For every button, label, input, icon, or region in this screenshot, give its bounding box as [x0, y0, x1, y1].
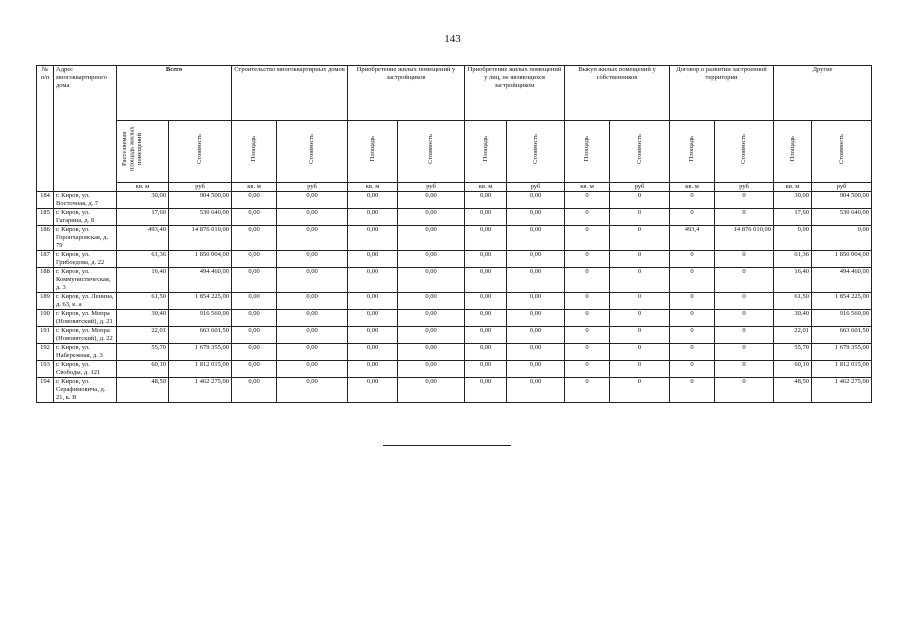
- table-row: [37, 327, 872, 344]
- unit-cell: руб: [169, 183, 232, 192]
- value-cell: 0,00: [507, 192, 565, 209]
- value-cell: 493,40: [117, 226, 169, 251]
- value-cell: 1 850 004,00: [169, 251, 232, 268]
- value-cell: 0,00: [812, 226, 872, 251]
- sub-header-cell: [507, 121, 565, 183]
- unit-cell: руб: [715, 183, 774, 192]
- value-cell: 0,00: [398, 226, 465, 251]
- unit-cell: кв. м: [670, 183, 715, 192]
- row-number: 189: [37, 293, 54, 310]
- value-cell: 16,40: [774, 268, 812, 293]
- value-cell: 0,00: [277, 344, 348, 361]
- row-address: г. Киров, ул. Набережная, д. 3: [54, 344, 117, 361]
- value-cell: 0,00: [348, 251, 398, 268]
- group-header-buyout-owners: Выкуп жилых помещений у собственников: [565, 66, 670, 121]
- value-cell: 530 640,00: [812, 209, 872, 226]
- table-body: [37, 192, 872, 403]
- value-cell: 61,50: [774, 293, 812, 310]
- sub-header-label: Площадь: [688, 136, 696, 162]
- value-cell: 0,00: [348, 209, 398, 226]
- num-column-header: № п/п: [37, 66, 54, 192]
- value-cell: 0,00: [277, 192, 348, 209]
- value-cell: 0,00: [348, 192, 398, 209]
- group-header-construction: Строительство многоквартирных домов: [232, 66, 348, 121]
- row-number: 186: [37, 226, 54, 251]
- sub-header-cell: [812, 121, 872, 183]
- value-cell: 0,00: [398, 378, 465, 403]
- value-cell: 0: [565, 361, 610, 378]
- sub-header-cell: [715, 121, 774, 183]
- sub-header-cell: [232, 121, 277, 183]
- value-cell: 0: [565, 378, 610, 403]
- table-row: [37, 310, 872, 327]
- row-number: 187: [37, 251, 54, 268]
- value-cell: 55,70: [117, 344, 169, 361]
- value-cell: 0,00: [507, 378, 565, 403]
- value-cell: 30,40: [117, 310, 169, 327]
- table-row: [37, 293, 872, 310]
- value-cell: 1 679 355,00: [169, 344, 232, 361]
- value-cell: 0,00: [507, 327, 565, 344]
- value-cell: 1 854 225,00: [169, 293, 232, 310]
- resettlement-table: [36, 65, 872, 403]
- value-cell: 48,50: [117, 378, 169, 403]
- row-number: 191: [37, 327, 54, 344]
- group-header-other: Другие: [774, 66, 872, 121]
- value-cell: 1 812 015,00: [812, 361, 872, 378]
- sub-header-label: Площадь: [481, 136, 489, 162]
- sub-header-label: Расселяемая площадь жилых помещений: [120, 126, 143, 172]
- value-cell: 0,00: [465, 378, 507, 403]
- value-cell: 22,01: [774, 327, 812, 344]
- value-cell: 0: [610, 268, 670, 293]
- value-cell: 30,40: [774, 310, 812, 327]
- value-cell: 663 601,50: [812, 327, 872, 344]
- sub-header-label: Стоимость: [635, 134, 643, 164]
- row-address: г. Киров, ул. Гагарина, д. 8: [54, 209, 117, 226]
- value-cell: 0,00: [774, 226, 812, 251]
- sub-header-cell: [670, 121, 715, 183]
- value-cell: 904 500,00: [169, 192, 232, 209]
- value-cell: 0: [610, 209, 670, 226]
- value-cell: 0,00: [277, 209, 348, 226]
- sub-header-label: Стоимость: [427, 134, 435, 164]
- value-cell: 0,00: [398, 327, 465, 344]
- value-cell: 0: [670, 361, 715, 378]
- value-cell: 0,00: [348, 378, 398, 403]
- value-cell: 61,50: [117, 293, 169, 310]
- row-address: г. Киров, ул. Ленина, д. 63, к. а: [54, 293, 117, 310]
- value-cell: 0,00: [277, 378, 348, 403]
- value-cell: 48,50: [774, 378, 812, 403]
- unit-cell: кв. м: [232, 183, 277, 192]
- value-cell: 0: [715, 378, 774, 403]
- units-row: [37, 183, 872, 192]
- table-row: [37, 361, 872, 378]
- value-cell: 0,00: [232, 251, 277, 268]
- value-cell: 0,00: [348, 327, 398, 344]
- value-cell: 30,00: [774, 192, 812, 209]
- value-cell: 0,00: [232, 327, 277, 344]
- value-cell: 0: [565, 192, 610, 209]
- value-cell: 17,60: [117, 209, 169, 226]
- value-cell: 0,00: [465, 310, 507, 327]
- value-cell: 55,70: [774, 344, 812, 361]
- value-cell: 0,00: [465, 226, 507, 251]
- value-cell: 0: [610, 344, 670, 361]
- page-number: 143: [444, 33, 461, 45]
- unit-cell: кв. м: [348, 183, 398, 192]
- value-cell: 916 560,00: [812, 310, 872, 327]
- value-cell: 0,00: [232, 268, 277, 293]
- unit-cell: кв. м: [774, 183, 812, 192]
- table-row: [37, 192, 872, 209]
- value-cell: 0,00: [398, 344, 465, 361]
- value-cell: 0,00: [398, 310, 465, 327]
- unit-cell: руб: [507, 183, 565, 192]
- value-cell: 0: [610, 251, 670, 268]
- value-cell: 0: [565, 268, 610, 293]
- sub-header-label: Площадь: [788, 136, 796, 162]
- value-cell: 0,00: [465, 327, 507, 344]
- value-cell: 0,00: [232, 378, 277, 403]
- value-cell: 904 500,00: [812, 192, 872, 209]
- value-cell: 0: [670, 209, 715, 226]
- table-row: [37, 378, 872, 403]
- sub-header-cell: [398, 121, 465, 183]
- row-number: 188: [37, 268, 54, 293]
- row-address: г. Киров, ул. Восточная, д. 7: [54, 192, 117, 209]
- value-cell: 0: [565, 251, 610, 268]
- value-cell: 0,00: [465, 344, 507, 361]
- value-cell: 17,60: [774, 209, 812, 226]
- unit-cell: руб: [398, 183, 465, 192]
- value-cell: 0,00: [277, 310, 348, 327]
- value-cell: 0: [610, 293, 670, 310]
- sub-header-cell: [565, 121, 610, 183]
- value-cell: 0: [670, 378, 715, 403]
- row-address: г. Киров, ул. Серафимовича, д. 21, к. В: [54, 378, 117, 403]
- row-address: г. Киров, ул. Горончаровская, д. 79: [54, 226, 117, 251]
- value-cell: 0: [610, 192, 670, 209]
- value-cell: 0: [610, 378, 670, 403]
- value-cell: 0,00: [507, 361, 565, 378]
- value-cell: 0: [670, 310, 715, 327]
- value-cell: 530 640,00: [169, 209, 232, 226]
- value-cell: 0,00: [348, 310, 398, 327]
- value-cell: 0,00: [348, 344, 398, 361]
- sub-header-cell: [277, 121, 348, 183]
- value-cell: 0,00: [507, 209, 565, 226]
- value-cell: 0,00: [232, 293, 277, 310]
- value-cell: 0: [565, 293, 610, 310]
- row-number: 185: [37, 209, 54, 226]
- row-address: г. Киров, ул. Грибоедова, д. 22: [54, 251, 117, 268]
- sub-header-label: Площадь: [368, 136, 376, 162]
- table-row: [37, 344, 872, 361]
- value-cell: 61,36: [774, 251, 812, 268]
- value-cell: 0,00: [507, 310, 565, 327]
- value-cell: 0,00: [348, 268, 398, 293]
- value-cell: 0: [715, 251, 774, 268]
- value-cell: 0,00: [277, 226, 348, 251]
- value-cell: 0,00: [232, 226, 277, 251]
- value-cell: 0: [610, 226, 670, 251]
- unit-cell: кв. м: [565, 183, 610, 192]
- row-number: 190: [37, 310, 54, 327]
- row-number: 193: [37, 361, 54, 378]
- table-row: [37, 251, 872, 268]
- value-cell: 0,00: [465, 251, 507, 268]
- value-cell: 493,4: [670, 226, 715, 251]
- value-cell: 60,10: [117, 361, 169, 378]
- value-cell: 0,00: [398, 361, 465, 378]
- sub-header-cell: [465, 121, 507, 183]
- value-cell: 0,00: [465, 293, 507, 310]
- value-cell: 0,00: [398, 251, 465, 268]
- value-cell: 0: [715, 361, 774, 378]
- sub-header-label: Стоимость: [531, 134, 539, 164]
- value-cell: 0,00: [232, 361, 277, 378]
- sub-header-cell: [774, 121, 812, 183]
- value-cell: 16,40: [117, 268, 169, 293]
- value-cell: 0: [670, 344, 715, 361]
- value-cell: 0: [670, 268, 715, 293]
- value-cell: 0,00: [232, 344, 277, 361]
- value-cell: 0: [565, 310, 610, 327]
- sub-header-label: Стоимость: [740, 134, 748, 164]
- value-cell: 0: [610, 361, 670, 378]
- group-header-row: [37, 66, 872, 121]
- address-column-header: Адрес многоквартирного дома: [54, 66, 117, 192]
- value-cell: 1 462 275,00: [169, 378, 232, 403]
- value-cell: 0,00: [465, 361, 507, 378]
- group-header-purchase-developers: Приобретение жилых помещений у застройщиков: [348, 66, 465, 121]
- value-cell: 0: [715, 327, 774, 344]
- value-cell: 0: [715, 268, 774, 293]
- sub-header-cell: [117, 121, 169, 183]
- value-cell: 0: [610, 327, 670, 344]
- value-cell: 0: [715, 209, 774, 226]
- sub-header-row: [37, 121, 872, 183]
- value-cell: 1 679 355,00: [812, 344, 872, 361]
- value-cell: 0: [670, 327, 715, 344]
- row-address: г. Киров, ул. Коммунистическая, д. 3: [54, 268, 117, 293]
- value-cell: 0: [670, 251, 715, 268]
- value-cell: 494 460,00: [169, 268, 232, 293]
- value-cell: 0,00: [465, 209, 507, 226]
- value-cell: 1 462 275,00: [812, 378, 872, 403]
- value-cell: 0,00: [277, 251, 348, 268]
- row-address: г. Киров, ул. Мопра (Нововятский), д. 22: [54, 327, 117, 344]
- value-cell: 0: [715, 192, 774, 209]
- value-cell: 0,00: [507, 293, 565, 310]
- unit-cell: кв. м: [117, 183, 169, 192]
- value-cell: 0,00: [277, 361, 348, 378]
- value-cell: 0,00: [277, 293, 348, 310]
- value-cell: 0: [670, 192, 715, 209]
- value-cell: 0,00: [398, 209, 465, 226]
- value-cell: 0,00: [232, 192, 277, 209]
- value-cell: 0: [565, 209, 610, 226]
- unit-cell: руб: [812, 183, 872, 192]
- value-cell: 0,00: [507, 344, 565, 361]
- value-cell: 0,00: [507, 251, 565, 268]
- value-cell: 1 812 015,00: [169, 361, 232, 378]
- row-number: 192: [37, 344, 54, 361]
- value-cell: 0: [670, 293, 715, 310]
- value-cell: 0,00: [507, 268, 565, 293]
- value-cell: 14 876 010,00: [169, 226, 232, 251]
- value-cell: 1 850 004,00: [812, 251, 872, 268]
- value-cell: 494 460,00: [812, 268, 872, 293]
- sub-header-label: Площадь: [250, 136, 258, 162]
- sub-header-cell: [610, 121, 670, 183]
- row-number: 184: [37, 192, 54, 209]
- value-cell: 14 876 010,00: [715, 226, 774, 251]
- group-header-development-agreement: Договор о развитии застроенной территории: [670, 66, 774, 121]
- value-cell: 0,00: [348, 226, 398, 251]
- value-cell: 22,01: [117, 327, 169, 344]
- unit-cell: руб: [610, 183, 670, 192]
- value-cell: 0,00: [465, 268, 507, 293]
- row-number: 194: [37, 378, 54, 403]
- value-cell: 0: [715, 310, 774, 327]
- group-header-total: Всего: [117, 66, 232, 121]
- value-cell: 0: [565, 344, 610, 361]
- value-cell: 60,10: [774, 361, 812, 378]
- value-cell: 0,00: [465, 192, 507, 209]
- sub-header-cell: [169, 121, 232, 183]
- value-cell: 61,36: [117, 251, 169, 268]
- value-cell: 0: [565, 327, 610, 344]
- value-cell: 0: [715, 344, 774, 361]
- sub-header-label: Стоимость: [308, 134, 316, 164]
- sub-header-cell: [348, 121, 398, 183]
- value-cell: 663 601,50: [169, 327, 232, 344]
- value-cell: 0: [565, 226, 610, 251]
- unit-cell: руб: [277, 183, 348, 192]
- value-cell: 0,00: [232, 310, 277, 327]
- table-row: [37, 268, 872, 293]
- table-row: [37, 209, 872, 226]
- sub-header-label: Площадь: [583, 136, 591, 162]
- table-row: [37, 226, 872, 251]
- value-cell: 1 854 225,00: [812, 293, 872, 310]
- value-cell: 0: [715, 293, 774, 310]
- value-cell: 0,00: [277, 327, 348, 344]
- value-cell: 0,00: [277, 268, 348, 293]
- value-cell: 0,00: [232, 209, 277, 226]
- sub-header-label: Стоимость: [196, 134, 204, 164]
- sub-header-label: Стоимость: [837, 134, 845, 164]
- row-address: г. Киров, ул. Свободы, д. 121: [54, 361, 117, 378]
- value-cell: 30,00: [117, 192, 169, 209]
- value-cell: 0,00: [348, 293, 398, 310]
- value-cell: 0: [610, 310, 670, 327]
- value-cell: 0,00: [398, 293, 465, 310]
- value-cell: 0,00: [398, 268, 465, 293]
- group-header-purchase-non-developers: Приобретение жилых помещений у лиц, не являющихся застройщиком: [465, 66, 565, 121]
- value-cell: 0,00: [398, 192, 465, 209]
- value-cell: 0,00: [507, 226, 565, 251]
- row-address: г. Киров, ул. Мопра (Нововятский), д. 21: [54, 310, 117, 327]
- value-cell: 0,00: [348, 361, 398, 378]
- footer-rule: [383, 445, 511, 446]
- unit-cell: кв. м: [465, 183, 507, 192]
- value-cell: 916 560,00: [169, 310, 232, 327]
